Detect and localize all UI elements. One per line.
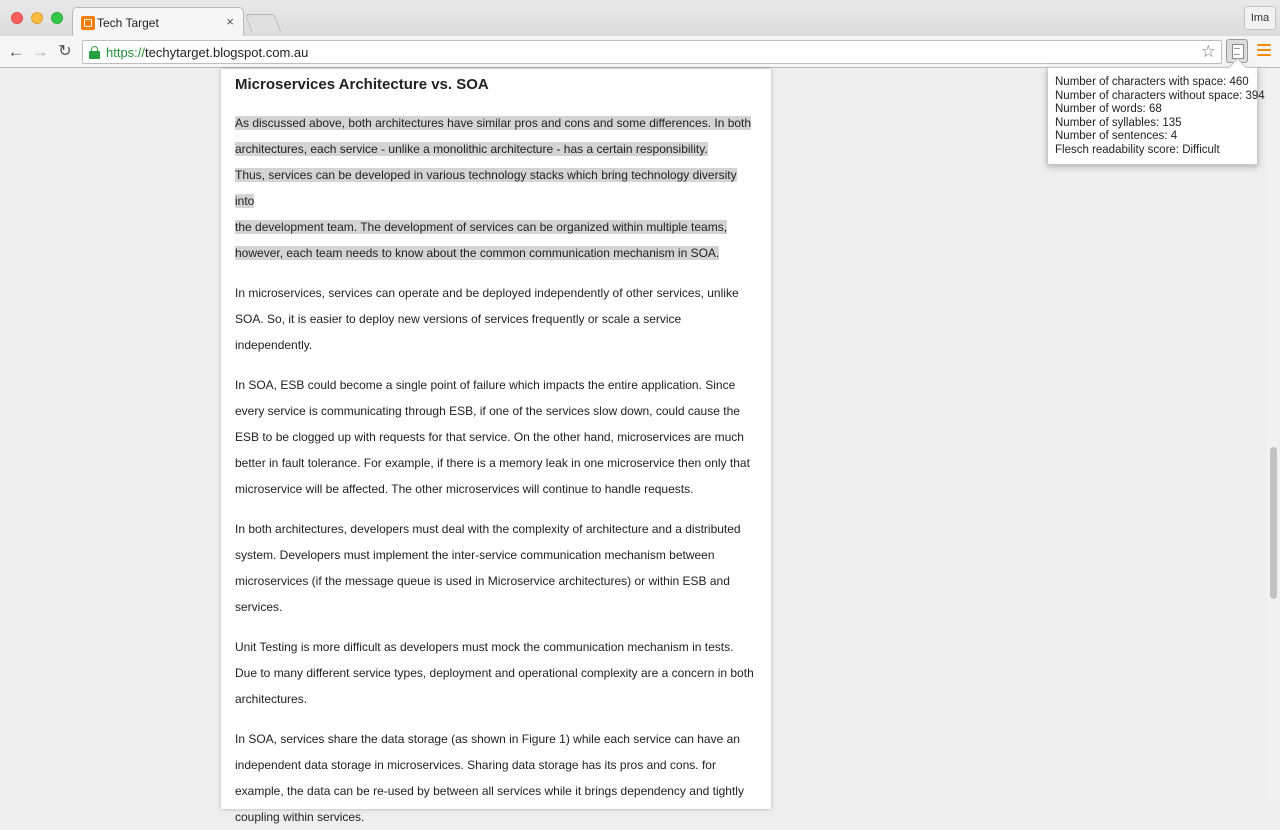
selected-text-line: As discussed above, both architectures have similar pros and cons and some differences. In both [235, 116, 752, 130]
close-window-button[interactable] [11, 12, 23, 24]
article-content [221, 69, 771, 824]
blogger-icon [81, 16, 95, 30]
article-paragraph: In both architectures, developers must deal with the complexity of architecture and a distributed system. Developers must implement the inter-service communication mechanism between microservices (if the message queue is used in Microservice architectures) or within ESB and services. [235, 522, 741, 614]
chars-with-space-stat: Number of characters with space: 460 [1055, 76, 1249, 88]
title-bar [0, 0, 1280, 36]
back-arrow-icon[interactable]: ← [7, 42, 25, 61]
reload-icon[interactable]: ↻ [58, 43, 72, 60]
article-paragraph: Unit Testing is more difficult as developers must mock the communication mechanism in tests. Due to many different service types, deployment and operational complexity are a concern in both architectures. [235, 640, 754, 706]
article-paragraph: In microservices, services can operate and be deployed independently of other services, unlike SOA. So, it is easier to deploy new versions of services frequently or scale a service independently. [235, 286, 739, 352]
word-count-stat: Number of words: 68 [1055, 103, 1162, 115]
tab-close-icon[interactable]: × [226, 14, 234, 29]
vertical-scrollbar[interactable] [1266, 69, 1280, 800]
url-scheme: https:// [106, 45, 146, 60]
lock-icon[interactable] [89, 46, 100, 58]
zoom-window-button[interactable] [51, 12, 63, 24]
scrollbar-thumb[interactable] [1270, 447, 1277, 599]
minimize-window-button[interactable] [31, 12, 43, 24]
flesch-score-stat: Flesch readability score: Difficult [1055, 143, 1220, 156]
url-text[interactable] [106, 45, 308, 60]
forward-arrow-icon[interactable]: → [31, 42, 49, 61]
profile-button[interactable]: Ima [1244, 6, 1276, 30]
selected-text-line: the development team. The development of services can be organized within multiple teams, [235, 220, 728, 234]
selected-text-line: architectures, each service - unlike a monolithic architecture - has a certain responsibility. [235, 142, 708, 156]
article-paragraph: In SOA, services share the data storage (as shown in Figure 1) while each service can have an independent data storage in microservices. Sharing data storage has its pros and cons. for example, the data can be re-used by between all services while it brings dependency and tightly coupling within services. [235, 732, 744, 824]
new-tab-button[interactable] [245, 14, 282, 32]
page-viewport [0, 69, 1280, 824]
bookmark-star-icon[interactable]: ☆ [1200, 42, 1216, 61]
tab-tech-target[interactable] [72, 7, 244, 36]
syllable-count-stat: Number of syllables: 135 [1055, 116, 1182, 129]
article-heading: Microservices Architecture vs. SOA [235, 76, 489, 93]
sentence-count-stat: Number of sentences: 4 [1055, 130, 1178, 142]
highlighted-paragraph [235, 110, 757, 266]
browser-toolbar [0, 36, 1280, 68]
address-bar[interactable] [82, 40, 1222, 64]
chars-without-space-stat: Number of characters without space: 394 [1055, 89, 1265, 102]
tab-title: Tech Target [97, 16, 159, 30]
hamburger-menu-icon[interactable] [1257, 44, 1271, 58]
selected-text-line: however, each team needs to know about the common communication mechanism in SOA. [235, 246, 720, 260]
word-count-popup [1047, 67, 1265, 165]
article-paragraph: In SOA, ESB could become a single point of failure which impacts the entire application. Since every service is communicating through ESB, if one of the services slow down, could cause the ESB to be clogged up with requests for that service. On the other hand, microservices are much better in fault tolerance. For example, if there is a memory leak in one microservice then only that microservice will be affected. The other microservices will continue to handle requests. [235, 378, 750, 496]
selected-text-line: Thus, services can be developed in various technology stacks which bring technology diversity into [235, 168, 737, 208]
url-host: techytarget.blogspot.com.au [145, 45, 309, 60]
